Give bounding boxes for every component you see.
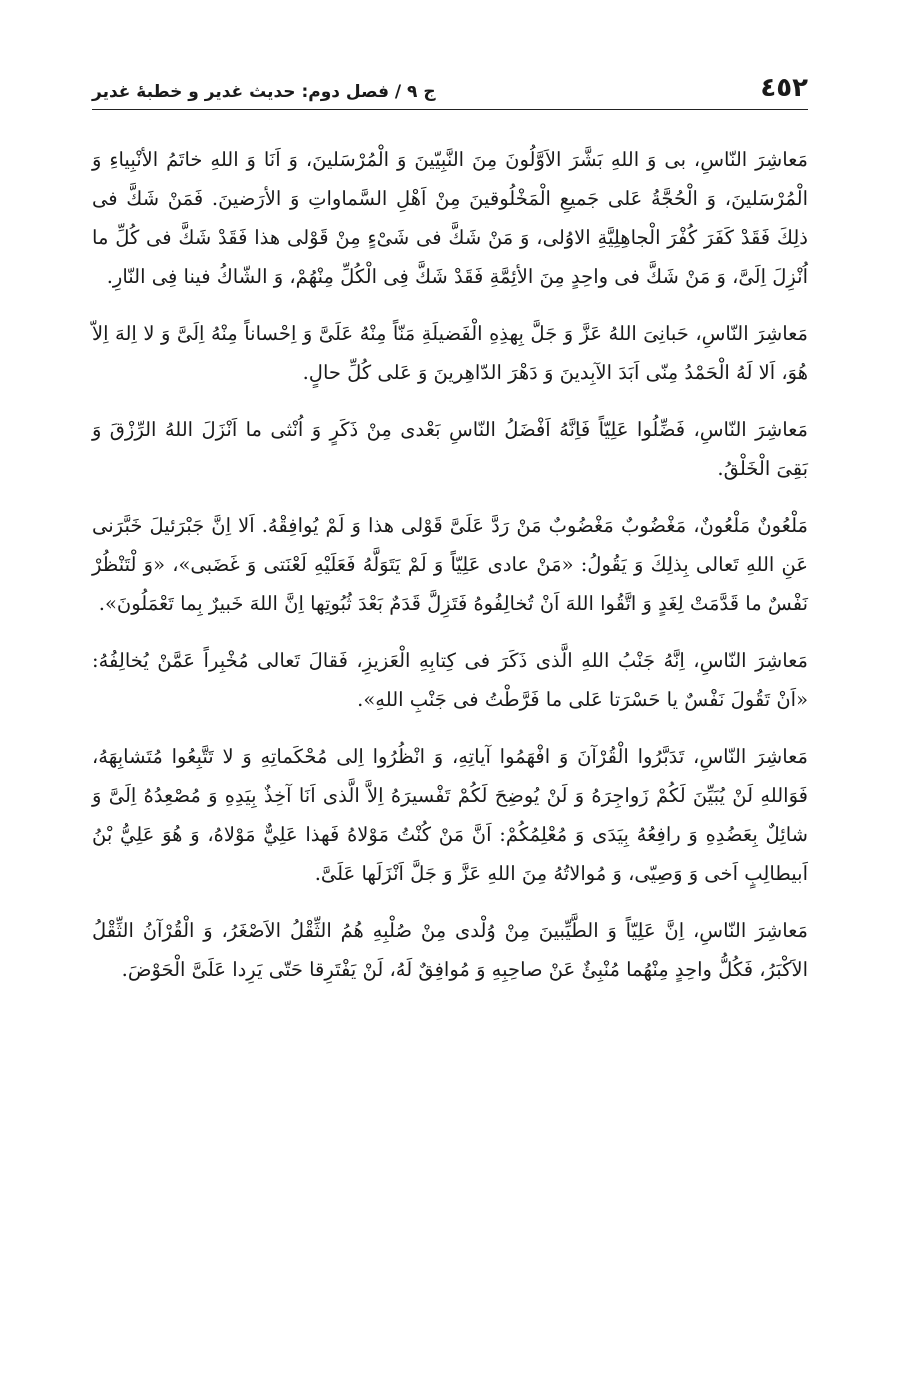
paragraph-4: مَلْعُونٌ مَلْعُونٌ، مَغْضُوبٌ مَغْضُوبٌ مَنْ رَدَّ عَلَىَّ قَوْلى هذا وَ لَمْ يُوافِقْهُ. اَلا اِنَّ جَبْرَئيلَ خَبَّرَنى عَنِ اللهِ تَعالى بِذلِكَ وَ يَقُولُ: «مَنْ عادى عَلِيّاً وَ لَمْ يَتَوَلَّهُ فَعَلَيْهِ لَعْنَتى وَ غَضَبى»، «وَ لْتَنْظُرْ نَفْسٌ ما قَدَّمَتْ لِغَدٍ وَ اتَّقُوا اللهَ اَنْ تُخالِفُوهُ فَتَزِلَّ قَدَمٌ بَعْدَ ثُبُوتِها اِنَّ اللهَ خَبيرٌ بِما تَعْمَلُونَ». [92, 514, 808, 615]
paragraph-6: مَعاشِرَ النّاسِ، تَدَبَّرُوا الْقُرْآنَ وَ افْهَمُوا آياتِهِ، وَ انْظُرُوا اِلى مُحْكَماتِهِ وَ لا تَتَّبِعُوا مُتَشابِهَهُ، فَوَاللهِ لَنْ يُبَيِّنَ لَكُمْ زَواجِرَهُ وَ لَنْ يُوضِحَ لَكُمْ تَفْسيرَهُ اِلاَّ الَّذى اَنَا آخِذٌ بِيَدِهِ وَ مُصْعِدُهُ اِلَىَّ وَ شائِلٌ بِعَضُدِهِ وَ رافِعُهُ بِيَدَى وَ مُعْلِمُكُمْ: اَنَّ مَنْ كُنْتُ مَوْلاهُ فَهذا عَلِيٌّ مَوْلاهُ، وَ هُوَ عَلِيُّ بْنُ اَبيطالِبٍ اَخى وَ وَصِيّى، وَ مُوالاتُهُ مِنَ اللهِ عَزَّ وَ جَلَّ اَنْزَلَها عَلَىَّ. [92, 745, 808, 885]
book-page [92, 0, 808, 1390]
paragraph-3: مَعاشِرَ النّاسِ، فَضِّلُوا عَلِيّاً فَاِنَّهُ اَفْضَلُ النّاسِ بَعْدى مِنْ ذَكَرٍ وَ اُنْثى ما اَنْزَلَ اللهُ الرِّزْقَ وَ بَقِىَ الْخَلْقُ. [92, 418, 808, 480]
paragraph-2: مَعاشِرَ النّاسِ، حَبانِىَ اللهُ عَزَّ وَ جَلَّ بِهذِهِ الْفَضيلَةِ مَنّاً مِنْهُ عَلَىَّ وَ اِحْساناً مِنْهُ اِلَىَّ وَ لا اِلهَ اِلاّ هُوَ، اَلا لَهُ الْحَمْدُ مِنّى اَبَدَ الآبِدينَ وَ دَهْرَ الدّاهِرينَ وَ عَلى كُلِّ حالٍ. [92, 322, 808, 384]
page-header [92, 66, 808, 110]
page-number: ٤٥٢ [760, 73, 808, 103]
paragraph-7: مَعاشِرَ النّاسِ، اِنَّ عَلِيّاً وَ الطَّيِّبينَ مِنْ وُلْدى مِنْ صُلْبِهِ هُمُ الثِّقْلُ الاَصْغَرُ، وَ الْقُرْآنُ الثِّقْلُ الاَكْبَرُ، فَكُلُّ واحِدٍ مِنْهُما مُنْبِئٌ عَنْ صاحِبِهِ وَ مُوافِقٌ لَهُ، لَنْ يَفْتَرِقا حَتّى يَرِدا عَلَىَّ الْحَوْضَ. [92, 919, 808, 981]
body-text [92, 140, 808, 1007]
paragraph-5: مَعاشِرَ النّاسِ، اِنَّهُ جَنْبُ اللهِ الَّذى ذَكَرَ فى كِتابِهِ الْعَزيزِ، فَقالَ تَعالى مُخْبِراً عَمَّنْ يُخالِفُهُ: «اَنْ تَقُولَ نَفْسٌ يا حَسْرَتا عَلى ما فَرَّطْتُ فى جَنْبِ اللهِ». [92, 649, 808, 711]
paragraph-1: مَعاشِرَ النّاسِ، بى وَ اللهِ بَشَّرَ الاَوَّلُونَ مِنَ النَّبِيّينَ وَ الْمُرْسَلينَ، وَ اَنَا وَ اللهِ خاتَمُ الأنْبِياءِ وَ الْمُرْسَلينَ، وَ الْحُجَّةُ عَلى جَميعِ الْمَخْلُوقينَ مِنْ اَهْلِ السَّماواتِ وَ الأرَضينَ. فَمَنْ شَكَّ فى ذلِكَ فَقَدْ كَفَرَ كُفْرَ الْجاهِلِيَّةِ الاوُلى، وَ مَنْ شَكَّ فى شَىْءٍ مِنْ قَوْلى هذا فَقَدْ شَكَّ فى كُلِّ ما اُنْزِلَ اِلَىَّ، وَ مَنْ شَكَّ فى واحِدٍ مِنَ الأئِمَّةِ فَقَدْ شَكَّ فِى الْكُلِّ مِنْهُمْ، وَ الشّاكُ فينا فِى النّارِ. [92, 148, 808, 288]
running-title: ج ٩ / فصل دوم: حديث غدير و خطبهٔ غدير [92, 82, 436, 102]
